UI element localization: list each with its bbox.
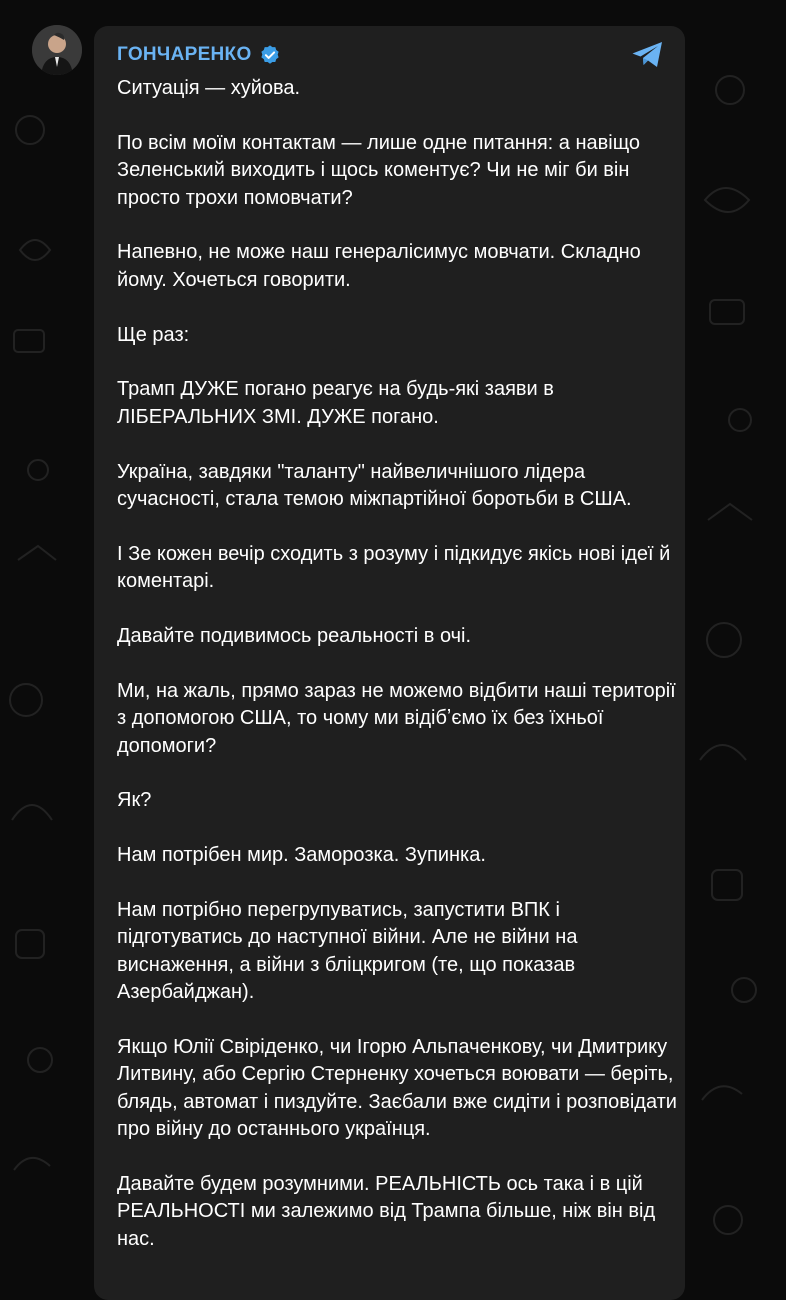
message-paragraph: Трамп ДУЖЕ погано реагує на будь-які заяви в ЛІБЕРАЛЬНИХ ЗМІ. ДУЖЕ погано. — [117, 378, 554, 428]
message-paragraph: І Зе кожен вечір сходить з розуму і підкидує якісь нові ідеї й коментарі. — [117, 542, 671, 593]
message-paragraph: Напевно, не може наш генералісимус мовчати. Складно йому. Хочеться говорити. — [117, 241, 641, 291]
telegram-icon[interactable] — [631, 40, 665, 70]
message-paragraph: Як? — [117, 789, 152, 812]
message-paragraph: Давайте подивимось реальності в очі. — [117, 625, 472, 648]
message-paragraph: По всім моїм контактам — лише одне питання: а навіщо Зеленський виходить і щось коментує? Чи не міг би він просто трохи помовчати? — [117, 131, 641, 209]
message-bubble — [94, 26, 685, 1300]
verified-badge-icon — [259, 44, 281, 66]
channel-avatar[interactable] — [32, 25, 82, 75]
channel-name[interactable]: ГОНЧАРЕНКО — [117, 44, 252, 65]
message-paragraph: Ми, на жаль, прямо зараз не можемо відбити наші території з допомогою США, то чому ми відібʼємо їх без їхньої допомоги? — [117, 679, 676, 757]
message-paragraph: Нам потрібен мир. Заморозка. Зупинка. — [117, 844, 486, 867]
message-text — [117, 75, 677, 1281]
message-paragraph: Ще раз: — [117, 323, 190, 346]
message-paragraph: Ситуація — хуйова. — [117, 77, 301, 99]
message-paragraph: Якщо Юлії Свіріденко, чи Ігорю Альпаченкову, чи Дмитрику Литвину, або Сергію Стерненку хочеться воювати — беріть, блядь, автомат і пиздуйте. Заєбали вже сидіти і розповідати про війну до останнього українця. — [117, 1036, 677, 1141]
message-paragraph: Україна, завдяки "таланту" найвеличнішого лідера сучасності, стала темою міжпартійної боротьби в США. — [117, 460, 632, 511]
message-header — [117, 43, 281, 67]
message-paragraph: Нам потрібно перегрупуватись, запустити ВПК і підготуватись до наступної війни. Але не війни на виснаження, а війни з бліцкригом (те, що показав Азербайджан). — [117, 899, 578, 1004]
person-avatar-icon — [32, 25, 82, 75]
message-paragraph: Давайте будем розумними. РЕАЛЬНІСТЬ ось така і в цій РЕАЛЬНОСТІ ми залежимо від Трампа більше, ніж він від нас. — [117, 1173, 656, 1250]
